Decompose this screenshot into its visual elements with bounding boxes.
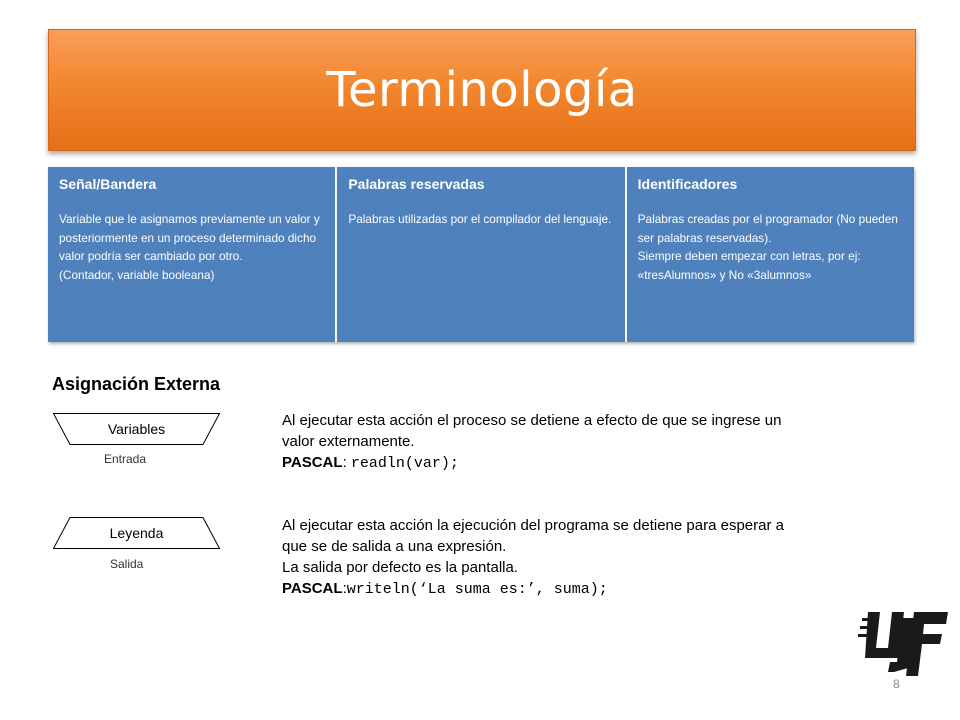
- terminology-boxes: [48, 167, 914, 342]
- box-palabras-reservadas: [337, 167, 626, 342]
- title-banner: [48, 29, 916, 151]
- pascal-code: writeln(‘La suma es:’, suma);: [346, 581, 608, 598]
- input-desc-line: valor externamente.: [282, 433, 415, 450]
- box-body: Palabras utilizadas por el compilador del lenguaje.: [348, 212, 612, 226]
- output-desc-line: Al ejecutar esta acción la ejecución del programa se detiene para esperar a: [282, 517, 784, 534]
- input-desc-line: Al ejecutar esta acción el proceso se detiene a efecto de que se ingrese un: [282, 412, 782, 429]
- box-body: Variable que le asignamos previamente un valor y posteriormente en un proceso determinado dicho valor podría ser cambiado por otro. (Contador, variable booleana): [59, 212, 320, 282]
- box-senal-bandera: [48, 167, 337, 342]
- output-pascal-line: [282, 578, 784, 600]
- pascal-separator: :: [342, 580, 347, 597]
- slide-title: Terminología: [326, 62, 638, 118]
- output-desc-line: La salida por defecto es la pantalla.: [282, 559, 518, 576]
- box-identificadores: [627, 167, 914, 342]
- section-heading: Asignación Externa: [52, 374, 221, 394]
- input-shape-label: Variables: [107, 421, 166, 437]
- output-shape-label: Leyenda: [109, 525, 164, 541]
- box-title: Palabras reservadas: [348, 176, 485, 192]
- pascal-label: PASCAL: [282, 454, 343, 471]
- input-shape: [53, 413, 220, 445]
- input-caption: Entrada: [104, 452, 147, 466]
- page-number: 8: [893, 677, 900, 691]
- input-description: [282, 410, 782, 474]
- output-caption: Salida: [110, 557, 144, 571]
- pascal-code: readln(var);: [350, 455, 459, 472]
- output-description: [282, 515, 784, 600]
- pascal-separator: :: [342, 454, 351, 471]
- box-title: Identificadores: [637, 176, 738, 192]
- ujf-logo-icon: [858, 606, 950, 682]
- pascal-label: PASCAL: [282, 580, 343, 597]
- output-desc-line: que se de salida a una expresión.: [282, 538, 507, 555]
- input-pascal-line: [282, 452, 782, 474]
- output-shape: [53, 517, 220, 549]
- box-title: Señal/Bandera: [59, 176, 157, 192]
- box-body: Palabras creadas por el programador (No pueden ser palabras reservadas). Siempre deben empezar con letras, por ej: «tresAlumnos» y No «3alumnos»: [637, 212, 898, 282]
